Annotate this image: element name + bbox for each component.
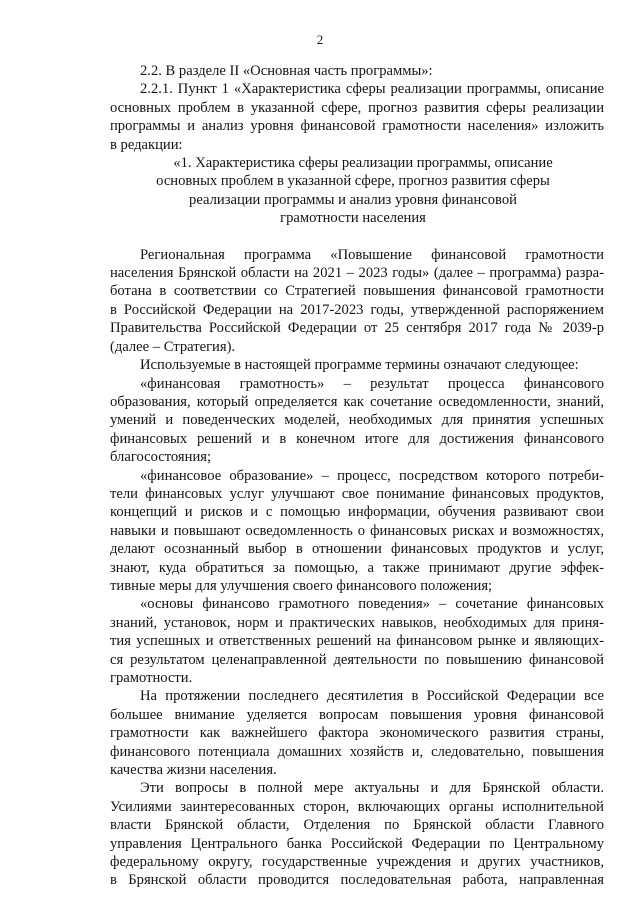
page-number: 2 — [316, 32, 324, 47]
text-line: в Брянской области проводится последовательная работа, направленная — [110, 872, 604, 889]
text-line: Используемые в настоящей программе термины означают следующее: — [140, 357, 579, 374]
text-line: основных проблем в указанной сфере, прогноз развития сферы реализации — [110, 99, 604, 116]
text-line: «финансовая грамотность» – результат процесса финансового — [140, 375, 604, 392]
text-line: «финансовое образование» – процесс, посредством которого потреби- — [140, 467, 604, 484]
text-line: качества жизни населения. — [110, 762, 277, 779]
title-line: «1. Характеристика сферы реализации программы, описание — [173, 155, 553, 172]
title-line: грамотности населения — [280, 210, 426, 227]
text-line: благосостояния; — [110, 449, 212, 466]
text-line: в редакции: — [110, 136, 183, 153]
paragraph-last-decade — [110, 687, 604, 779]
text-line: На протяжении последнего десятилетия в Российской Федерации все — [140, 688, 604, 705]
text-line: знают, куда обратиться за помощью, а также принимают другие эффек- — [110, 559, 604, 576]
paragraph-term-behavior — [110, 595, 604, 687]
text-line: концепций и рисков и с помощью информации, обучения развивают свои — [110, 504, 604, 521]
text-line: «основы финансово грамотного поведения» – сочетание финансовых — [140, 596, 604, 613]
paragraph-terms-intro — [110, 356, 604, 374]
text-line: (далее – Стратегия). — [110, 338, 236, 355]
text-line: умений и поведенческих моделей, необходимых для принятия успешных — [110, 412, 604, 429]
document-body — [110, 62, 604, 890]
text-line: Региональная программа «Повышение финансовой грамотности — [140, 246, 604, 263]
text-line: финансовых решений и в конечном итоге для достижения финансового — [110, 430, 604, 447]
text-line: тивные меры для улучшения своего финансового положения; — [110, 577, 493, 594]
title-line: реализации программы и анализ уровня финансовой — [189, 191, 517, 208]
text-line: большее внимание уделяется вопросам повышения уровня финансовой — [110, 706, 604, 723]
text-line: власти Брянской области, Отделения по Брянской области Главного — [110, 817, 604, 834]
text-line: знаний, установок, норм и практических навыков, необходимых для приня- — [110, 614, 604, 631]
paragraph-program-intro — [110, 246, 604, 356]
paragraph-bryansk-region — [110, 779, 604, 889]
text-line: программы и анализ уровня финансовой грамотности населения» изложить — [110, 118, 604, 135]
text-line: ся результатом целенаправленной деятельности по повышению финансовой — [110, 651, 604, 668]
text-line: образования, который определяется как сочетание осведомленности, знаний, — [110, 393, 604, 410]
text-line: тия успешных и ответственных решений на финансовом рынке и являющих- — [110, 633, 604, 650]
text-line: управления Центрального банка Российской Федерации по Центральному — [110, 835, 604, 852]
text-line: 2.2.1. Пункт 1 «Характеристика сферы реализации программы, описание — [140, 81, 604, 98]
text-line: в Российской Федерации на 2017-2023 годы, утвержденной распоряжением — [110, 301, 604, 318]
text-line: ботана в соответствии со Стратегией повышения финансовой грамотности — [110, 283, 604, 300]
item-2-2-1 — [110, 80, 604, 154]
text-line: финансового потенциала домашних хозяйств и, следовательно, повышения — [110, 743, 604, 760]
text-line: Правительства Российской Федерации от 25 сентября 2017 года № 2039-р — [110, 320, 604, 337]
title-line: основных проблем в указанной сфере, прогноз развития сферы — [156, 173, 550, 190]
text-line: навыки и повышают осведомленность о финансовых рисках и возможностях, — [110, 522, 604, 539]
text-line: тели финансовых услуг улучшают свое понимание финансовых продуктов, — [110, 485, 604, 502]
text-line: федеральному округу, государственные учреждения и других участников, — [110, 854, 604, 871]
paragraph-term-education — [110, 467, 604, 596]
section-heading: 2.2. В разделе II «Основная часть программы»: — [140, 63, 433, 79]
text-line: населения Брянской области на 2021 – 2023 годы» (далее – программа) разра- — [110, 265, 604, 282]
quoted-section-title — [106, 154, 610, 228]
text-line: грамотности как важнейшего фактора экономического развития страны, — [110, 725, 604, 742]
paragraph-term-literacy — [110, 375, 604, 467]
text-line: делают осознанный выбор в отношении финансовых продуктов и услуг, — [110, 541, 604, 558]
text-line: грамотности. — [110, 670, 193, 686]
text-line: Усилиями заинтересованных сторон, включающих органы исполнительной — [110, 798, 604, 815]
text-line: Эти вопросы в полной мере актуальны и для Брянской области. — [140, 780, 604, 797]
